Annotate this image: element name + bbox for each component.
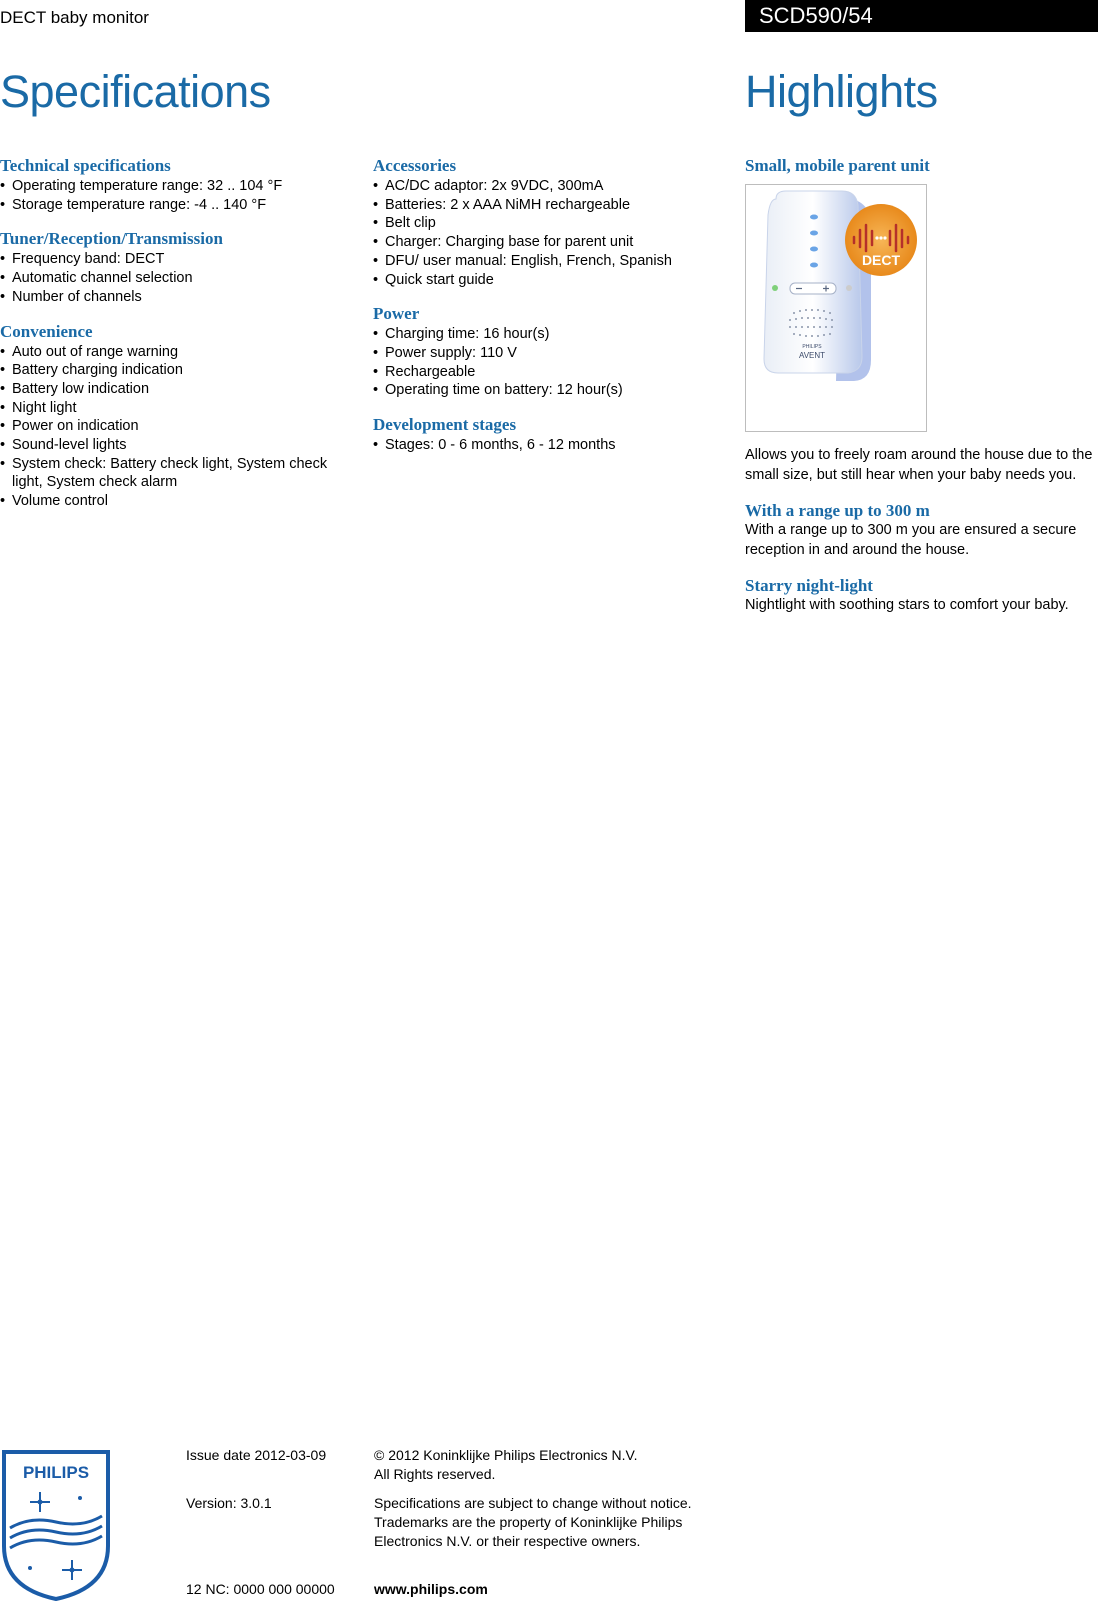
spec-item: • Belt clip: [373, 214, 718, 233]
spec-item: • Automatic channel selection: [0, 269, 345, 288]
highlight-body: Nightlight with soothing stars to comfort your baby.: [745, 597, 1069, 613]
specs-column-middle: [373, 156, 718, 470]
spec-section: [0, 322, 345, 511]
spec-item: • Battery charging indication: [0, 361, 345, 380]
spec-heading: Development stages: [373, 415, 517, 435]
highlight-heading: Starry night-light: [745, 576, 873, 595]
copyright-line-2: All Rights reserved.: [374, 1466, 496, 1482]
spec-section: [0, 156, 345, 214]
spec-item: • Charger: Charging base for parent unit: [373, 233, 718, 252]
highlight-body: With a range up to 300 m you are ensured a secure reception in and around the house.: [745, 522, 1077, 558]
highlights-column: [745, 156, 1095, 632]
highlight-section: [745, 501, 1095, 560]
notice-line-3: Electronics N.V. or their respective owners.: [374, 1533, 641, 1549]
philips-product-label: PHILIPS: [802, 344, 822, 350]
specifications-title: Specifications: [0, 66, 271, 117]
spec-item: • Auto out of range warning: [0, 343, 345, 362]
spec-item: • Rechargeable: [373, 363, 718, 382]
spec-item: • Charging time: 16 hour(s): [373, 325, 718, 344]
spec-item: • Quick start guide: [373, 271, 718, 290]
spec-section: [0, 229, 345, 306]
spec-item: • DFU/ user manual: English, French, Spanish: [373, 252, 718, 271]
spec-item: • Battery low indication: [0, 380, 345, 399]
website-link[interactable]: www.philips.com: [374, 1581, 488, 1597]
copyright-line-1: © 2012 Koninklijke Philips Electronics N.V.: [374, 1447, 638, 1463]
spec-item: • Operating temperature range: 32 .. 104 °F: [0, 177, 345, 196]
spec-item: • Power supply: 110 V: [373, 344, 718, 363]
spec-heading: Convenience: [0, 321, 93, 341]
spec-item: • Volume control: [0, 492, 345, 511]
page-subtitle: DECT baby monitor: [0, 8, 149, 27]
model-bar: [745, 0, 1098, 32]
spec-item: • Operating time on battery: 12 hour(s): [373, 381, 718, 400]
product-image: [745, 184, 927, 432]
issue-date: Issue date 2012-03-09: [186, 1447, 327, 1463]
version: Version: 3.0.1: [186, 1495, 272, 1511]
spec-item: • AC/DC adaptor: 2x 9VDC, 300mA: [373, 177, 718, 196]
highlight-section: [745, 156, 1095, 485]
spec-item: • Number of channels: [0, 288, 345, 307]
philips-shield-logo: [0, 1450, 112, 1601]
spec-item: • Sound-level lights: [0, 436, 345, 455]
spec-item: • Night light: [0, 399, 345, 418]
philips-logo-text: PHILIPS: [22, 1463, 90, 1482]
spec-item: • Batteries: 2 x AAA NiMH rechargeable: [373, 196, 718, 215]
highlight-section: [745, 576, 1095, 616]
spec-item: • Storage temperature range: -4 .. 140 °F: [0, 196, 345, 215]
avent-product-label: AVENT: [798, 351, 826, 360]
spec-heading: Accessories: [373, 156, 457, 175]
model-number: SCD590/54: [759, 3, 873, 28]
notice-line-1: Specifications are subject to change without notice.: [374, 1495, 692, 1511]
highlight-body: Allows you to freely roam around the house due to the small size, but still hear when your baby needs you.: [745, 447, 1093, 483]
spec-item: • Power on indication: [0, 417, 345, 436]
spec-section: [373, 415, 718, 455]
spec-heading: Technical specifications: [0, 156, 171, 175]
nc-number: 12 NC: 0000 000 00000: [186, 1581, 335, 1597]
spec-section: [373, 156, 718, 289]
dect-badge-label: DECT: [861, 252, 901, 268]
notice-line-2: Trademarks are the property of Koninklijke Philips: [374, 1514, 683, 1530]
highlight-heading: With a range up to 300 m: [745, 501, 930, 520]
spec-item: • Frequency band: DECT: [0, 250, 345, 269]
highlights-title: Highlights: [745, 66, 938, 117]
spec-item: • System check: Battery check light, System check light, System check alarm: [0, 455, 345, 492]
spec-heading: Tuner/Reception/Transmission: [0, 229, 223, 249]
specs-column-left: [0, 156, 345, 526]
highlight-heading: Small, mobile parent unit: [745, 156, 930, 175]
spec-section: [373, 304, 718, 400]
spec-item: • Stages: 0 - 6 months, 6 - 12 months: [373, 436, 718, 455]
baby-monitor-illustration: [746, 185, 926, 431]
spec-heading: Power: [373, 304, 420, 324]
